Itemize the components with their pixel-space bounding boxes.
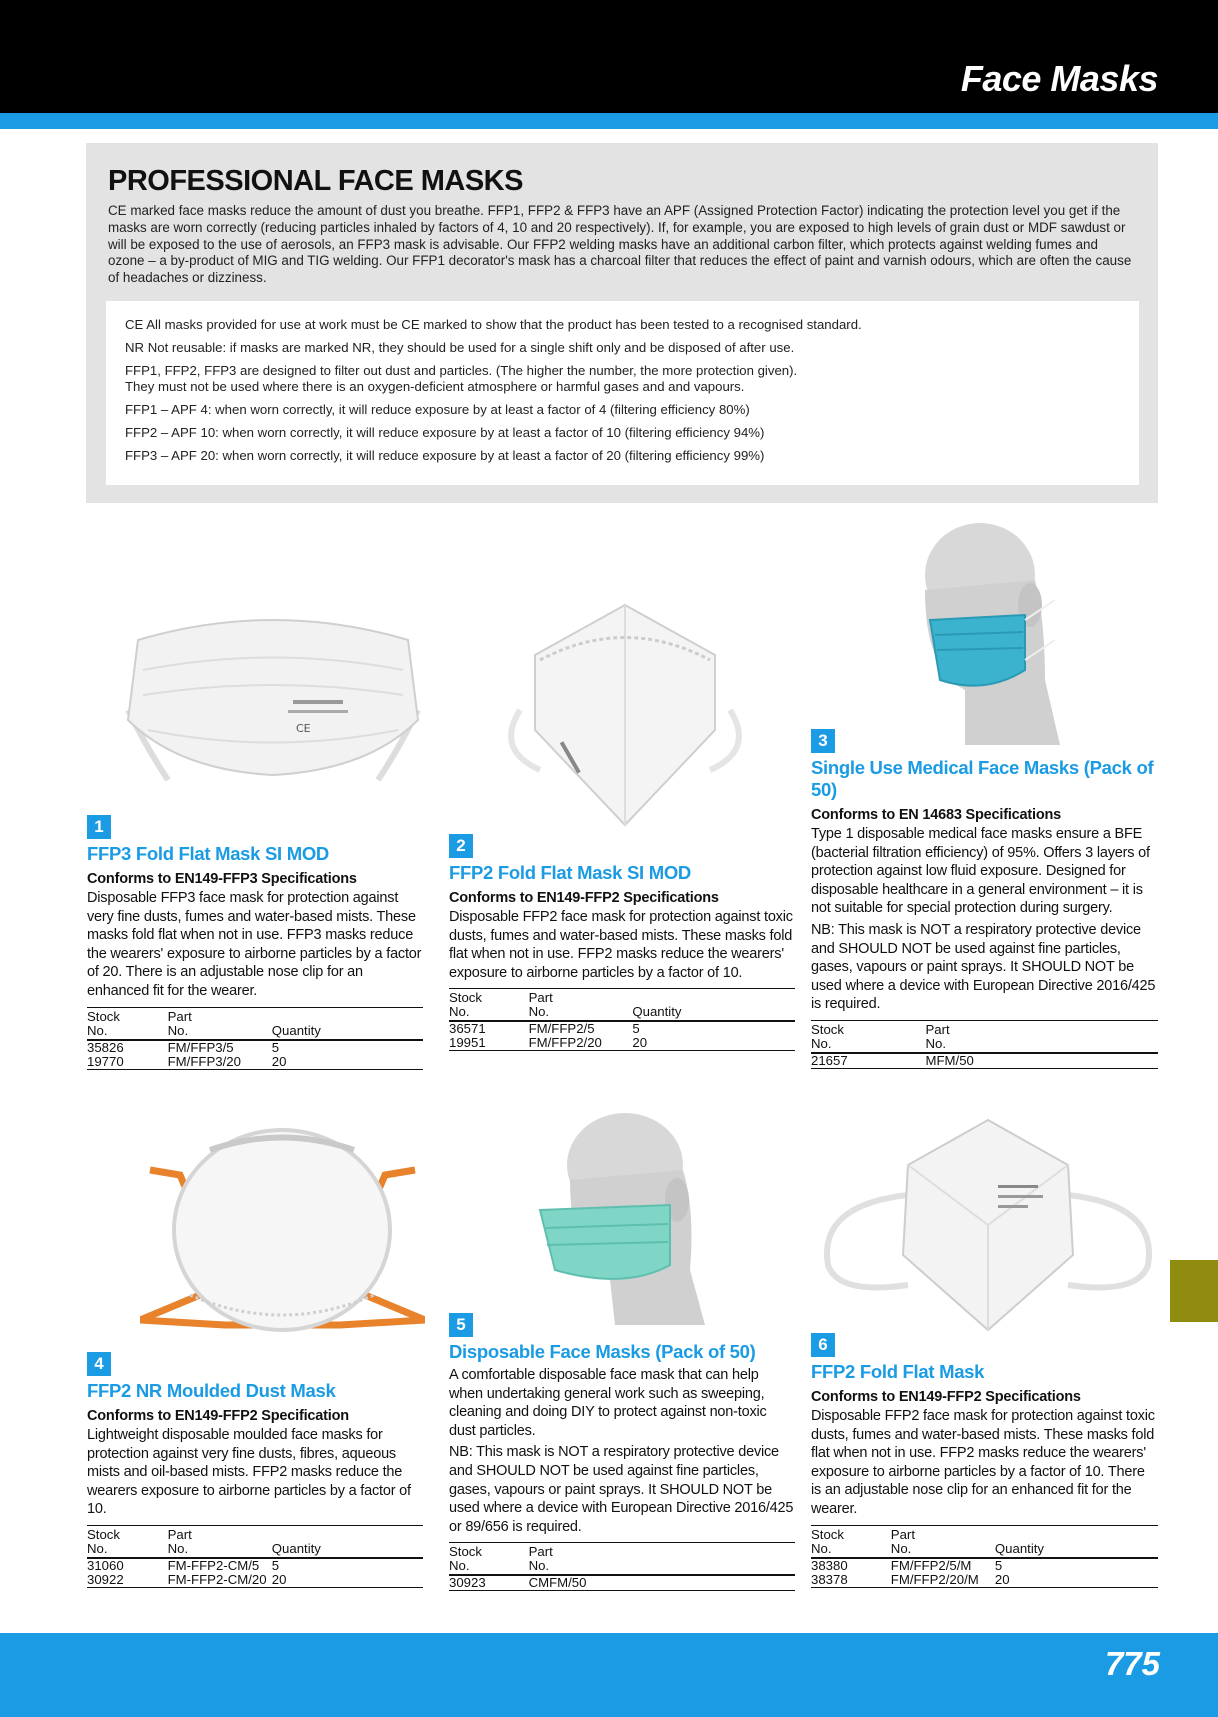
product-spec-table [87, 1007, 423, 1070]
page-number: 775 [1104, 1645, 1160, 1682]
product-spec-table [811, 1020, 1158, 1069]
col-stock-label-no: No. [87, 1022, 108, 1038]
col-stock-label: Stock [87, 1526, 120, 1542]
product-title: FFP2 Fold Flat Mask SI MOD [449, 862, 691, 883]
product-card-5 [449, 1313, 795, 1591]
product-number-badge: 4 [87, 1352, 111, 1376]
qty-cell: 5 [271, 1039, 280, 1055]
col-stock [87, 1007, 168, 1040]
col-part-label: Part [167, 1526, 192, 1542]
product-conformance: Conforms to EN 14683 Specifications [811, 807, 1062, 823]
table-row [87, 1558, 423, 1573]
col-part [529, 1543, 795, 1576]
stock-cell: 35826 [87, 1039, 124, 1055]
product-1-image [118, 600, 428, 805]
product-conformance: Conforms to EN149-FFP3 Specifications [87, 871, 357, 887]
product-number-badge: 3 [811, 729, 835, 753]
product-card-1 [87, 815, 423, 1070]
intro-heading: PROFESSIONAL FACE MASKS [108, 165, 523, 197]
part-cell: FM-FFP2-CM/5 [167, 1557, 260, 1573]
product-card-3 [811, 729, 1158, 1069]
col-part-label-no: No. [890, 1540, 912, 1556]
product-2-image [500, 600, 750, 830]
product-conformance: Conforms to EN149-FFP2 Specifications [811, 1389, 1081, 1405]
col-part [168, 1525, 272, 1558]
col-stock-label-no: No. [449, 1004, 470, 1020]
col-part-label-no: No. [167, 1540, 189, 1556]
col-stock-label-no: No. [449, 1558, 470, 1574]
table-row [811, 1573, 1158, 1588]
stock-cell: 21657 [811, 1053, 926, 1069]
info-note-nr: NR Not reusable: if masks are marked NR, they should be used for a single shift only and be disposed of after use. [125, 340, 795, 355]
table-row [449, 1036, 795, 1051]
stock-cell: 31060 [87, 1557, 124, 1573]
product-number-badge: 1 [87, 815, 111, 839]
product-description: Type 1 disposable medical face masks ensure a BFE (bacterial filtration efficiency) of 95%. Offers 3 layers of protection against low fluid exposure. Designed for disposable healthcare in a general environment – it is not suitable for special protection during surgery. [811, 826, 1150, 917]
product-conformance: Conforms to EN149-FFP2 Specifications [449, 890, 719, 906]
col-stock-label: Stock [449, 1544, 482, 1560]
stock-cell: 19770 [87, 1055, 168, 1070]
table-row [449, 1021, 795, 1036]
product-description: Disposable FFP3 face mask for protection against very fine dusts, fumes and water-based mists. These masks fold flat when not in use. FFP3 masks reduce the wearers' exposure to airborne particles by a factor of 20. There is an adjustable nose clip for an enhanced fit for the wearer. [87, 890, 422, 999]
product-title: FFP3 Fold Flat Mask SI MOD [87, 843, 329, 864]
col-part [891, 1525, 995, 1558]
product-spec-table [449, 1542, 795, 1591]
qty-cell: 5 [632, 1021, 640, 1037]
col-part-label-no: No. [528, 1558, 550, 1574]
stock-cell: 30923 [449, 1575, 529, 1591]
col-part [926, 1020, 1159, 1053]
info-note-ffp3: FFP3 – APF 20: when worn correctly, it will reduce exposure by at least a factor of 20 (filtering efficiency 99%) [125, 448, 765, 463]
stock-cell: 38380 [811, 1557, 848, 1573]
qty-cell: 20 [632, 1036, 795, 1051]
product-card-4 [87, 1352, 423, 1588]
stock-cell: 19951 [449, 1036, 529, 1051]
col-stock [449, 1543, 529, 1576]
col-part-label-no: No. [167, 1022, 189, 1038]
product-note: NB: This mask is NOT a respiratory protective device and SHOULD NOT be used against fine particles, gases, vapours or paint sprays. It SHOULD NOT be used where a device with European Directive 2016/425 is required. [811, 921, 1156, 1013]
product-description: Disposable FFP2 face mask for protection against toxic dusts, fumes and water-based mists. These masks fold flat when not in use. FFP2 masks reduce the wearers' exposure to airborne particles by a factor of 10. [449, 909, 793, 981]
part-cell: MFM/50 [926, 1053, 1159, 1069]
col-part [168, 1007, 272, 1040]
part-cell: FM-FFP2-CM/20 [168, 1573, 272, 1588]
table-row [449, 1575, 795, 1591]
page-title: Face Masks [960, 58, 1158, 99]
col-part-label: Part [528, 1544, 553, 1560]
table-row [87, 1573, 423, 1588]
product-number-badge: 5 [449, 1313, 473, 1337]
part-cell: CMFM/50 [529, 1575, 795, 1591]
part-cell: FM/FFP3/20 [168, 1055, 272, 1070]
col-stock-label: Stock [811, 1021, 844, 1037]
info-note-ffp2: FFP2 – APF 10: when worn correctly, it will reduce exposure by at least a factor of 10 (filtering efficiency 94%) [125, 425, 765, 440]
product-note: NB: This mask is NOT a respiratory protective device and SHOULD NOT be used against fine particles, gases, vapours or paint sprays. It SHOULD NOT be used where a device with European Directive 2016/425 or 89/656 is required. [449, 1444, 794, 1535]
stock-cell: 38378 [811, 1573, 891, 1588]
qty-cell: 5 [994, 1557, 1003, 1573]
col-stock [811, 1020, 926, 1053]
product-description: A comfortable disposable face mask that can help when undertaking general work such as sweeping, cleaning and doing DIY to protect against non-toxic dust particles. [449, 1367, 767, 1439]
table-row [87, 1055, 423, 1070]
stock-cell: 30922 [87, 1573, 168, 1588]
col-part-label-no: No. [528, 1004, 550, 1020]
col-stock-label: Stock [87, 1008, 120, 1024]
product-card-6 [811, 1333, 1158, 1588]
part-cell: FM/FFP2/5 [528, 1021, 595, 1037]
qty-cell: 20 [272, 1573, 423, 1588]
col-stock [811, 1525, 891, 1558]
product-spec-table [811, 1525, 1158, 1588]
product-title: Single Use Medical Face Masks (Pack of 50) [811, 757, 1154, 800]
col-stock-label-no: No. [811, 1540, 832, 1556]
col-quantity: Quantity [272, 1007, 423, 1040]
col-stock [449, 989, 529, 1022]
info-box [106, 301, 1139, 485]
product-5-image [535, 1110, 715, 1325]
col-stock-label: Stock [449, 990, 482, 1006]
product-3-image [885, 520, 1085, 745]
product-number-badge: 6 [811, 1333, 835, 1357]
stock-cell: 36571 [449, 1021, 486, 1037]
col-part-label: Part [528, 990, 553, 1006]
col-quantity: Quantity [632, 989, 795, 1022]
product-description: Disposable FFP2 face mask for protection against toxic dusts, fumes and water-based mists. These masks fold flat when not in use. FFP2 masks reduce the wearers' exposure to airborne particles by a factor of 10. There is an adjustable nose clip for an enhanced fit for the wearer. [811, 1408, 1155, 1517]
col-quantity: Quantity [272, 1525, 423, 1558]
col-part-label: Part [890, 1526, 915, 1542]
product-4-image [140, 1120, 425, 1335]
col-stock-label: Stock [811, 1526, 844, 1542]
col-part-label-no: No. [925, 1035, 947, 1051]
col-part-label: Part [167, 1008, 192, 1024]
footer-bar [0, 1633, 1218, 1717]
table-row [811, 1053, 1158, 1069]
col-part [529, 989, 633, 1022]
col-stock-label-no: No. [87, 1540, 108, 1556]
info-note-ffp: FFP1, FFP2, FFP3 are designed to filter out dust and particles. (The higher the number, the more protection given). [125, 363, 798, 378]
section-tab [1170, 1260, 1218, 1322]
part-cell: FM/FFP2/20/M [891, 1573, 995, 1588]
product-description: Lightweight disposable moulded face masks for protection against very fine dusts, fibres, aqueous mists and oil-based mists. FFP2 masks reduce the wearers exposure to airborne particles by a factor of 10. [87, 1427, 411, 1518]
info-note-ffp-warning: They must not be used where there is an oxygen-deficient atmosphere or harmful gases and and vapours. [125, 379, 745, 394]
svg-text:CE: CE [296, 722, 311, 735]
intro-text: CE marked face masks reduce the amount of dust you breathe. FFP1, FFP2 & FFP3 have an APF (Assigned Protection Factor) indicating the protection level you get if the masks are worn correctly (reducing particles inhaled by factors of 4, 10 and 20 respectively). If, for example, you are exposed to high levels of grain dust or MDF sawdust or will be exposed to the use of aerosols, an FFP3 mask is advisable. Our FFP2 welding masks have an additional carbon filter, which protects against welding fumes and ozone – a by-product of MIG and TIG welding. Our FFP1 decorator's mask has a charcoal filter that reduces the effect of paint and varnish odours, which are often the cause of headaches or dizziness. [108, 203, 1132, 286]
qty-cell: 20 [995, 1573, 1158, 1588]
table-row [811, 1558, 1158, 1573]
col-part-label: Part [925, 1021, 950, 1037]
info-note-ce: CE All masks provided for use at work must be CE marked to show that the product has been tested to a recognised standard. [125, 317, 862, 332]
info-note-ffp1: FFP1 – APF 4: when worn correctly, it will reduce exposure by at least a factor of 4 (filtering efficiency 80%) [125, 402, 750, 417]
part-cell: FM/FFP3/5 [167, 1039, 234, 1055]
col-quantity: Quantity [995, 1525, 1158, 1558]
col-stock [87, 1525, 168, 1558]
product-title: Disposable Face Masks (Pack of 50) [449, 1341, 756, 1362]
header-stripe [0, 113, 1218, 129]
product-spec-table [87, 1525, 423, 1588]
product-spec-table [449, 988, 795, 1051]
product-conformance: Conforms to EN149-FFP2 Specification [87, 1408, 349, 1424]
product-title: FFP2 NR Moulded Dust Mask [87, 1380, 336, 1401]
col-stock-label-no: No. [811, 1035, 832, 1051]
qty-cell: 5 [271, 1557, 280, 1573]
product-number-badge: 2 [449, 834, 473, 858]
qty-cell: 20 [272, 1055, 423, 1070]
intro-box [86, 143, 1158, 503]
table-row [87, 1040, 423, 1055]
product-6-image [818, 1115, 1158, 1335]
product-card-2 [449, 834, 795, 1051]
product-title: FFP2 Fold Flat Mask [811, 1361, 985, 1382]
part-cell: FM/FFP2/5/M [890, 1557, 972, 1573]
part-cell: FM/FFP2/20 [529, 1036, 633, 1051]
